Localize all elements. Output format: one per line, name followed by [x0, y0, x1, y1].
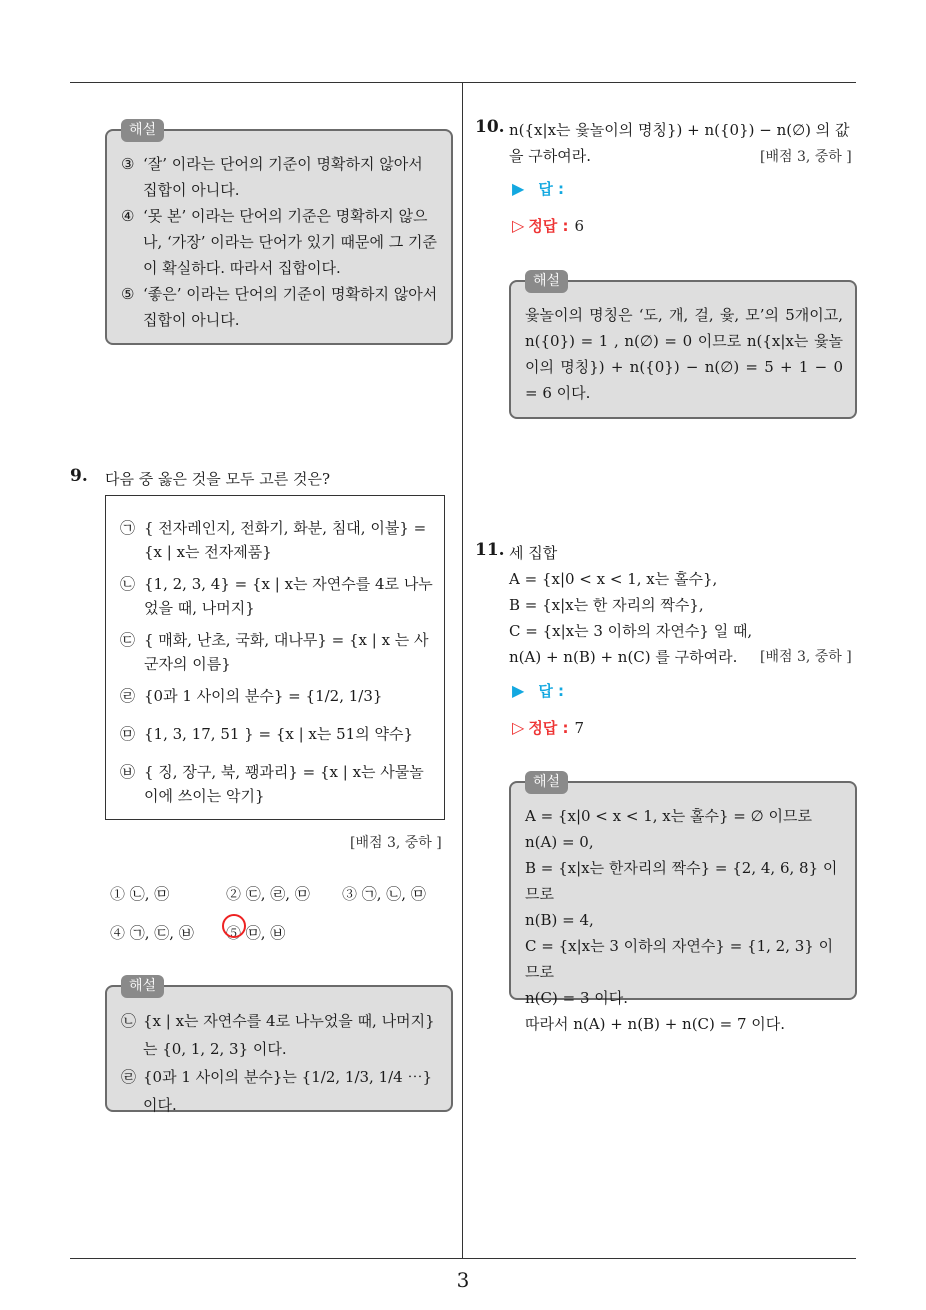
- question-11-score: [배점 3, 중하 ]: [760, 649, 852, 665]
- bottom-rule: [70, 1258, 856, 1259]
- choice-3[interactable]: ③ ㉠, ㉡, ㉤: [342, 885, 426, 903]
- choice-1[interactable]: ① ㉡, ㉤: [110, 885, 170, 903]
- explanation-tag: 해설: [525, 771, 568, 794]
- option-item: ㉣ {0과 1 사이의 분수} = {1/2, 1/3}: [120, 687, 383, 705]
- explanation-box-q11: 해설 A = {x|0 < x < 1, x는 홀수} = ∅ 이므로 n(A) = 0, B = {x|x는 한자리의 짝수} = {2, 4, 6, 8} 이므로 n(B) = 4, C = {x|x는 3 이하의 자연수} = {1, 2, 3} 이므로 n(C) = 3 이다. 따라서 n(A) + n(B) + n(C) = 7 이다.: [509, 781, 857, 1000]
- play-icon: ▶: [512, 179, 525, 198]
- question-9-text: 다음 중 옳은 것을 모두 고른 것은?: [105, 470, 331, 488]
- triangle-outline-icon: ▷: [512, 718, 525, 737]
- question-number-9: 9.: [70, 466, 88, 486]
- question-number-11: 11.: [475, 540, 505, 560]
- choice-5[interactable]: ⑤ ㉤, ㉥: [226, 924, 286, 942]
- option-item: ㉢ { 매화, 난초, 국화, 대나무} = {x | x 는 사군자의 이름}: [120, 631, 429, 673]
- question-10-score: [배점 3, 중하 ]: [760, 149, 852, 165]
- option-item: ㉥ { 징, 장구, 북, 꽹과리} = {x | x는 사물놀이에 쓰이는 악기}: [120, 763, 424, 805]
- explanation-item: ㉡ {x | x는 자연수를 4로 나누었을 때, 나머지} 는 {0, 1, 2, 3} 이다.: [121, 1012, 435, 1058]
- answer-circle-mark: [222, 914, 246, 938]
- explanation-item: ④ ‘못 본’ 이라는 단어의 기준은 명확하지 않으나, ‘가장’ 이라는 단어가 있기 때문에 그 기준이 확실하다. 따라서 집합이다.: [121, 207, 438, 277]
- explanation-item: ③ ‘잘’ 이라는 단어의 기준이 명확하지 않아서 집합이 아니다.: [121, 155, 423, 199]
- explanation-item: ㉣ {0과 1 사이의 분수}는 {1/2, 1/3, 1/4 ⋯} 이다.: [121, 1068, 433, 1114]
- explanation-box-q9: [105, 978, 453, 1114]
- column-divider: [462, 83, 463, 1258]
- option-item: ㉤ {1, 3, 17, 51 } = {x | x는 51의 약수}: [120, 725, 414, 743]
- explanation-box-q8: [105, 122, 453, 345]
- question-9-score: [배점 3, 중하 ]: [350, 835, 442, 851]
- option-item: ㉠ { 전자레인지, 전화기, 화분, 침대, 이불} = {x | x는 전자제품}: [120, 519, 427, 561]
- question-number-10: 10.: [475, 117, 505, 137]
- answer-field-q11[interactable]: ▶ 답 :: [512, 681, 565, 700]
- explanation-box-q10: [509, 273, 857, 419]
- choice-2[interactable]: ② ㉢, ㉣, ㉤: [226, 885, 310, 903]
- correct-answer-q10: ▷ 정답 : 6: [512, 216, 585, 235]
- explanation-tag: 해설: [121, 119, 164, 142]
- question-11-text: 세 집합 A = {x|0 < x < 1, x는 홀수}, B = {x|x는 한 자리의 짝수}, C = {x|x는 3 이하의 자연수} 일 때, n(A) + n(B) + n(C) 를 구하여라.: [509, 544, 753, 666]
- explanation-tag: 해설: [121, 975, 164, 998]
- explanation-tag: 해설: [525, 270, 568, 293]
- explanation-text: 윷놀이의 명칭은 ‘도, 개, 걸, 윷, 모’의 5개이고, n({0}) = 1 , n(∅) = 0 이므로 n({x|x는 윷놀이의 명칭}) + n({0}) − n(∅) = 5 + 1 − 0 = 6 이다.: [525, 306, 843, 402]
- answer-field-q10[interactable]: ▶ 답 :: [512, 179, 565, 198]
- question-9-options-box: [105, 495, 445, 820]
- triangle-outline-icon: ▷: [512, 216, 525, 235]
- page-number: 3: [456, 1268, 470, 1292]
- play-icon: ▶: [512, 681, 525, 700]
- question-10-text: n({x|x는 윷놀이의 명칭}) + n({0}) − n(∅) 의 값을 구하여라.: [509, 121, 850, 165]
- choice-4[interactable]: ④ ㉠, ㉢, ㉥: [110, 924, 194, 942]
- correct-answer-q11: ▷ 정답 : 7: [512, 718, 585, 737]
- explanation-item: ⑤ ‘좋은’ 이라는 단어의 기준이 명확하지 않아서 집합이 아니다.: [121, 285, 438, 329]
- option-item: ㉡ {1, 2, 3, 4} = {x | x는 자연수를 4로 나누었을 때, 나머지}: [120, 575, 433, 617]
- top-rule: [70, 82, 856, 83]
